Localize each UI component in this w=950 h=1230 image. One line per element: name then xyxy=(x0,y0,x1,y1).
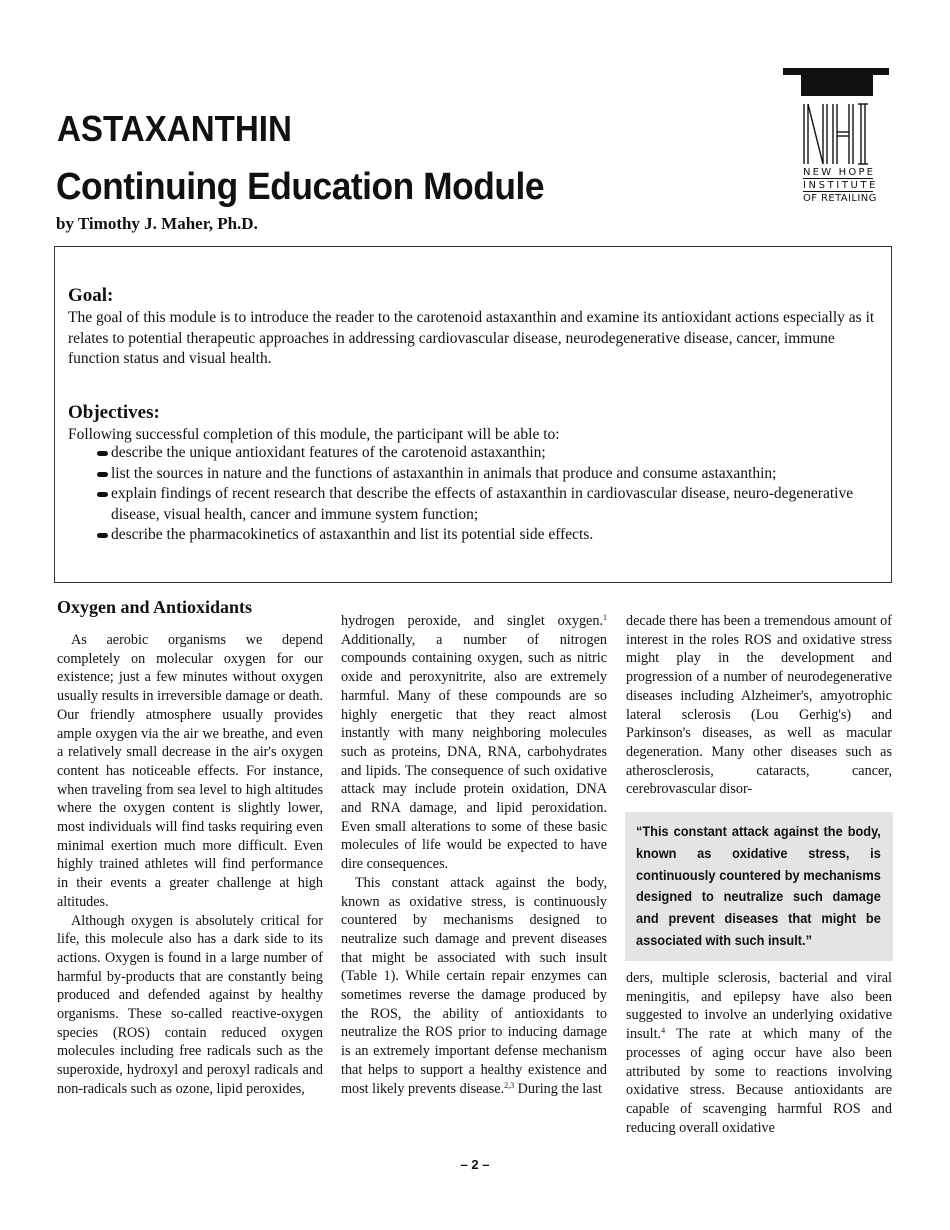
article-column-2 xyxy=(341,612,607,1098)
objectives-heading: Objectives: xyxy=(68,402,160,423)
paragraph: Although oxygen is absolutely critical for life, this molecule also has a dark side to its actions. Oxygen is found in a large number of harmful by-products that are constantly being produced and defended against by healthy organisms. These so-called reactive-oxygen species (ROS) contain reduced oxygen molecules including free radicals such as the superoxide, hydroxyl and peroxyl radicals and non-radicals such as ozone, lipid peroxides, xyxy=(57,912,323,1097)
paragraph: decade there has been a tremendous amount of interest in the roles ROS and oxidative stress might play in the development and progression of a number of neurodegenerative diseases including Alzheimer's, amyotrophic lateral sclerosis (Lou Gerhig's) and Parkinson's diseases, as well as macular degeneration. Many other diseases such as atherosclerosis, cataracts, cancer, cerebrovascular disor- xyxy=(626,613,892,798)
objective-text: list the sources in nature and the functions of astaxanthin in animals that produce and consume astaxanthin; xyxy=(111,464,777,482)
list-item xyxy=(97,443,882,464)
logo-cap xyxy=(801,75,873,96)
logo-text-line3: OF RETAILING xyxy=(803,193,877,204)
paragraph-text: ders, multiple sclerosis, bacterial and viral meningitis, and epilepsy have also been suggested to involve an underlying oxidative insult. xyxy=(626,970,892,1043)
bullet-icon xyxy=(97,472,108,477)
list-item xyxy=(97,464,882,485)
objectives-list xyxy=(97,443,882,546)
objective-text: describe the unique antioxidant features of the carotenoid astaxanthin; xyxy=(111,444,546,461)
reference-marker: 2,3 xyxy=(504,1080,515,1090)
objective-text: describe the pharmacokinetics of astaxanthin and list its potential side effects. xyxy=(111,526,594,543)
goal-objectives-box xyxy=(54,246,892,583)
nhi-logo xyxy=(783,68,891,213)
list-item xyxy=(97,484,882,525)
article-column-3-top xyxy=(626,612,892,799)
logo-rule-1 xyxy=(803,178,873,179)
reference-marker: 1 xyxy=(603,613,607,622)
logo-rule-2 xyxy=(803,191,873,192)
paragraph-text: Additionally, a number of nitrogen compounds containing oxygen, such as nitric oxide and peroxynitrite, also are extremely harmful. Many of these compounds are so highly energetic that they react almost instantly with many neighboring molecules such as proteins, DNA, RNA, carbohydrates and lipids. The consequence of such oxidative attack may include protein oxidation, DNA and RNA damage, and lipid peroxidation. Even small alterations to some of these basic molecules of life would be expected to have dire consequences. xyxy=(341,631,607,873)
article-column-3-bottom xyxy=(626,969,892,1137)
pull-quote-text: “This constant attack against the body, known as oxidative stress, is continuously countered by mechanisms designed to neutralize such damage and prevent diseases that might be associated with such insult.” xyxy=(636,824,881,949)
paragraph xyxy=(341,612,607,874)
article-column-1 xyxy=(57,631,323,1099)
pull-quote xyxy=(625,812,893,961)
bullet-icon xyxy=(97,492,108,497)
goal-text: The goal of this module is to introduce the reader to the carotenoid astaxanthin and examine its antioxidant actions especially as it relates to potential therapeutic approaches in addressing cardiovascular disease, neurodegenerative disease, cancer, immune function status and visual health. xyxy=(68,309,875,367)
bullet-icon xyxy=(97,451,108,456)
paragraph xyxy=(626,969,892,1137)
paragraph-text: hydrogen peroxide, and singlet oxygen. xyxy=(341,613,603,629)
page-number: – 2 – xyxy=(460,1157,490,1172)
section-heading: Oxygen and Antioxidants xyxy=(57,597,253,617)
bullet-icon xyxy=(97,533,108,538)
reference-marker: 4 xyxy=(661,1026,666,1036)
logo-text-line2: INSTITUTE xyxy=(803,180,879,191)
paragraph-text: The rate at which many of the processes of aging occur have also been attributed by some to reactions involving oxidative stress. Because antioxidants are capable of scavenging harmful ROS and reducing overall oxidative xyxy=(626,1026,892,1136)
objectives-intro: Following successful completion of this module, the participant will be able to: xyxy=(68,426,560,443)
logo-monogram-icon xyxy=(801,102,873,168)
document-title: ASTAXANTHIN xyxy=(57,108,292,149)
goal-heading: Goal: xyxy=(68,285,114,306)
paragraph-text: This constant attack against the body, known as oxidative stress, is continuously countered by mechanisms designed to neutralize such damage and prevent diseases that might be associated with such insult (Table 1). While certain repair enzymes can sometimes reverse the damage produced by the ROS, the ability of antioxidants to neutralize the ROS prior to inducing damage is an extremely important defense mechanism that helps to support a healthy existence and most likely prevents disease. xyxy=(341,874,607,1097)
objective-text: explain findings of recent research that describe the effects of astaxanthin in cardiovascular disease, neuro-degenerative disease, visual health, cancer and immune system function; xyxy=(111,485,854,523)
logo-text-line1: NEW HOPE xyxy=(803,167,876,178)
paragraph-text: During the last xyxy=(514,1080,602,1097)
paragraph: As aerobic organisms we depend completely on molecular oxygen for our existence; just a few minutes without oxygen usually results in irreversible damage or death. Our friendly atmosphere usually provides ample oxygen via the air we breathe, and even a relatively small decrease in the air's oxygen content has noticeable effects. For instance, when traveling from sea level to high altitudes where the oxygen content is slightly lower, most individuals will find tasks requiring even minimal exertion much more difficult. Even highly trained athletes will find performance in their events a greater challenge at high altitudes. xyxy=(57,632,323,910)
logo-top-bar xyxy=(783,68,889,75)
document-subtitle: Continuing Education Module xyxy=(56,166,545,208)
author-byline: by Timothy J. Maher, Ph.D. xyxy=(56,214,258,233)
list-item xyxy=(97,525,882,546)
paragraph xyxy=(341,874,607,1098)
